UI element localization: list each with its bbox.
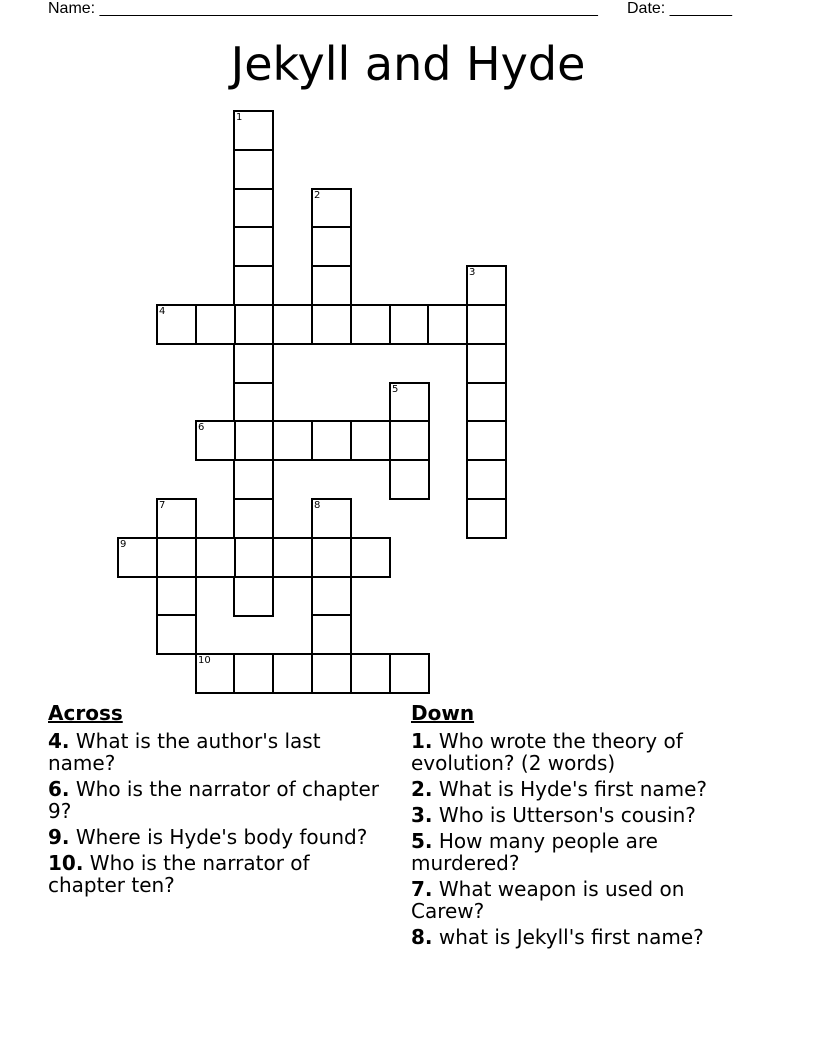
- grid-cell[interactable]: [466, 498, 507, 539]
- grid-cell[interactable]: [427, 304, 468, 345]
- grid-cell[interactable]: [311, 304, 352, 345]
- grid-cell[interactable]: [272, 653, 313, 694]
- grid-cell[interactable]: [195, 653, 236, 694]
- clue-number: 7: [159, 500, 166, 511]
- grid-cell[interactable]: [156, 576, 197, 617]
- grid-cell[interactable]: [466, 420, 507, 461]
- clue-number: 3: [469, 267, 476, 278]
- grid-cell[interactable]: [233, 537, 274, 578]
- grid-cell[interactable]: [233, 382, 274, 423]
- grid-cell[interactable]: [311, 537, 352, 578]
- grid-cell[interactable]: [350, 304, 391, 345]
- grid-cell[interactable]: [233, 343, 274, 384]
- grid-cell[interactable]: [233, 459, 274, 500]
- down-clue: 2. What is Hyde's first name?: [411, 777, 708, 801]
- grid-cell[interactable]: [272, 304, 313, 345]
- grid-cell[interactable]: [466, 459, 507, 500]
- grid-cell[interactable]: [311, 226, 352, 267]
- grid-cell[interactable]: [350, 537, 391, 578]
- date-field: Date: _______: [627, 0, 732, 17]
- grid-cell[interactable]: [389, 653, 430, 694]
- grid-cell[interactable]: [311, 614, 352, 655]
- across-clue: 4. What is the author's last name?: [48, 729, 321, 775]
- across-heading: Across: [48, 701, 123, 725]
- grid-cell[interactable]: [195, 304, 236, 345]
- clue-number: 5: [392, 384, 399, 395]
- clue-number: 4: [159, 306, 166, 317]
- grid-cell[interactable]: [389, 459, 430, 500]
- grid-cell[interactable]: [233, 226, 274, 267]
- grid-cell[interactable]: [272, 420, 313, 461]
- across-clue: 6. Who is the narrator of chapter 9?: [48, 777, 379, 823]
- grid-cell[interactable]: [389, 304, 430, 345]
- grid-cell[interactable]: [311, 265, 352, 306]
- name-field: Name: ________________________________________________________: [48, 0, 598, 17]
- across-clues: [48, 702, 388, 900]
- grid-cell[interactable]: [233, 420, 274, 461]
- grid-cell[interactable]: [156, 304, 197, 345]
- grid-cell[interactable]: [195, 537, 236, 578]
- grid-cell[interactable]: [466, 265, 507, 306]
- grid-cell[interactable]: [233, 653, 274, 694]
- grid-cell[interactable]: [389, 382, 430, 423]
- clue-number: 6: [198, 422, 205, 433]
- down-clue: 1. Who wrote the theory of evolution? (2 words): [411, 729, 683, 775]
- down-heading: Down: [411, 701, 475, 725]
- grid-cell[interactable]: [466, 382, 507, 423]
- grid-cell[interactable]: [233, 149, 274, 190]
- grid-cell[interactable]: [466, 343, 507, 384]
- grid-cell[interactable]: [311, 188, 352, 229]
- clue-number: 2: [314, 190, 321, 201]
- page-title: Jekyll and Hyde: [230, 37, 586, 91]
- down-clues: [411, 702, 741, 952]
- grid-cell[interactable]: [156, 537, 197, 578]
- grid-cell[interactable]: [156, 498, 197, 539]
- grid-cell[interactable]: [311, 653, 352, 694]
- down-clue: 5. How many people are murdered?: [411, 829, 658, 875]
- grid-cell[interactable]: [389, 420, 430, 461]
- clue-number: 10: [198, 655, 211, 666]
- down-clue: 8. what is Jekyll's first name?: [411, 925, 704, 949]
- down-clue: 7. What weapon is used on Carew?: [411, 877, 685, 923]
- grid-cell[interactable]: [311, 420, 352, 461]
- grid-cell[interactable]: [117, 537, 158, 578]
- grid-cell[interactable]: [233, 576, 274, 617]
- grid-cell[interactable]: [156, 614, 197, 655]
- grid-cell[interactable]: [233, 498, 274, 539]
- grid-cell[interactable]: [233, 110, 274, 151]
- grid-cell[interactable]: [233, 304, 274, 345]
- grid-cell[interactable]: [350, 420, 391, 461]
- clue-number: 1: [236, 112, 243, 123]
- grid-cell[interactable]: [311, 498, 352, 539]
- across-clue: 9. Where is Hyde's body found?: [48, 825, 368, 849]
- clue-number: 9: [120, 539, 127, 550]
- grid-cell[interactable]: [233, 188, 274, 229]
- grid-cell[interactable]: [350, 653, 391, 694]
- down-clue: 3. Who is Utterson's cousin?: [411, 803, 696, 827]
- grid-cell[interactable]: [195, 420, 236, 461]
- grid-cell[interactable]: [272, 537, 313, 578]
- clue-number: 8: [314, 500, 321, 511]
- grid-cell[interactable]: [466, 304, 507, 345]
- across-clue: 10. Who is the narrator of chapter ten?: [48, 851, 310, 897]
- grid-cell[interactable]: [233, 265, 274, 306]
- grid-cell[interactable]: [311, 576, 352, 617]
